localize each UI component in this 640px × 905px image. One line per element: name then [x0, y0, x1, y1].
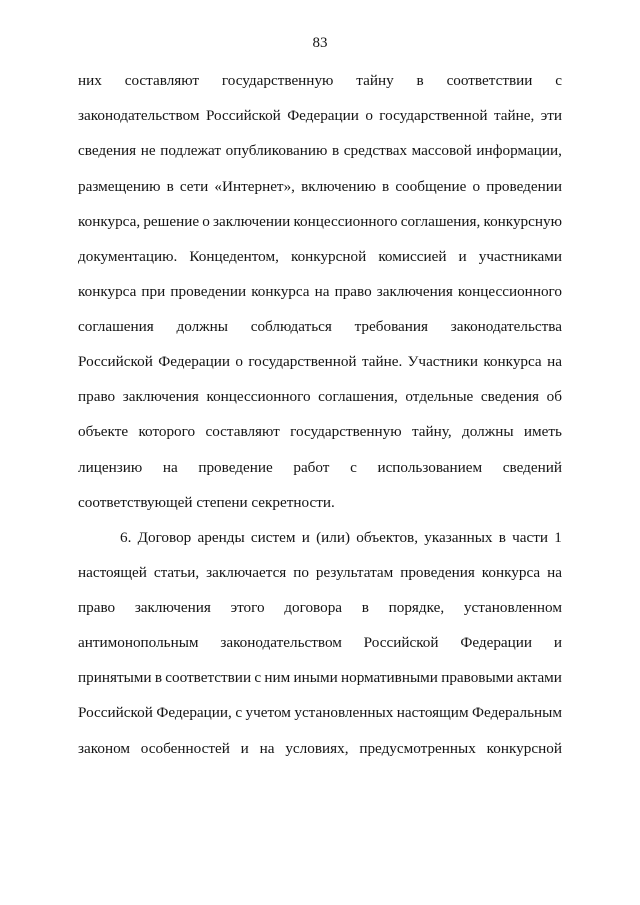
word: Федерации — [460, 634, 533, 651]
word: проведения — [400, 564, 475, 581]
word: иными — [293, 669, 338, 686]
word: которого — [138, 423, 196, 440]
word: договора — [284, 599, 343, 616]
word: в — [382, 178, 390, 195]
word: концессионного — [293, 213, 398, 230]
word: законодательства — [450, 318, 562, 335]
word: ним — [264, 669, 291, 686]
word: них — [78, 72, 102, 89]
word: право — [78, 599, 116, 616]
word: Российской — [78, 353, 153, 370]
word: условиях, — [285, 740, 349, 757]
word: тайне. — [361, 353, 403, 370]
word: конкурса — [481, 564, 541, 581]
word: на — [162, 459, 178, 476]
word: «Интернет», — [214, 178, 295, 195]
word: Российской — [78, 704, 153, 721]
text-line — [78, 669, 562, 687]
word: и — [553, 634, 562, 651]
word: конкурсной — [486, 740, 562, 757]
word: использованием — [377, 459, 483, 476]
word: законом — [78, 740, 130, 757]
word: принятыми — [78, 669, 152, 686]
word: с — [254, 669, 262, 686]
word: Федерации — [158, 353, 230, 370]
text-line — [78, 142, 562, 160]
word: этого — [230, 599, 265, 616]
word: государственную — [290, 423, 402, 440]
word: проведении — [170, 283, 247, 300]
word: по — [293, 564, 309, 581]
word: Договор — [137, 529, 192, 546]
word: правовыми — [441, 669, 514, 686]
word: в — [154, 669, 162, 686]
word: проведении — [486, 178, 562, 195]
word: комиссией — [378, 248, 447, 265]
word: с — [235, 704, 243, 721]
word: право — [334, 283, 372, 300]
word: должны — [176, 318, 229, 335]
word: конкурсной — [290, 248, 367, 265]
text-line — [78, 459, 562, 477]
word: соглашения, — [318, 388, 398, 405]
text-line — [78, 213, 562, 231]
word: сведений — [502, 459, 562, 476]
word: при — [141, 283, 166, 300]
word: конкурса, — [78, 213, 141, 230]
word: соблюдаться — [250, 318, 332, 335]
word: настоящей — [78, 564, 147, 581]
word: заключения — [122, 388, 199, 405]
word: и — [240, 740, 249, 757]
word: документацию. — [78, 248, 178, 265]
word: конкурса — [251, 283, 310, 300]
word: Федеральным — [472, 704, 562, 721]
word: конкурса — [78, 283, 137, 300]
word: соответствующей степени секретности. — [78, 494, 335, 511]
word: о — [235, 353, 243, 370]
word: порядке, — [388, 599, 445, 616]
word: особенностей — [140, 740, 230, 757]
page-number: 83 — [312, 35, 328, 51]
word: настоящим — [396, 704, 469, 721]
word: тайну — [356, 72, 394, 89]
word: Концедентом, — [189, 248, 279, 265]
word: требования — [354, 318, 429, 335]
word: законодательством — [220, 634, 342, 651]
word: информации, — [476, 142, 562, 159]
word: в — [361, 599, 369, 616]
text-line — [78, 599, 562, 617]
word: результатам — [315, 564, 394, 581]
text-line — [78, 353, 562, 371]
word: размещению — [78, 178, 161, 195]
word: соответствии — [446, 72, 533, 89]
word: подлежат — [160, 142, 222, 159]
word: объектов, — [356, 529, 419, 546]
word: сведения — [480, 388, 539, 405]
text-line — [78, 388, 562, 406]
text-line — [78, 564, 562, 582]
word: не — [140, 142, 156, 159]
word: Участники — [407, 353, 478, 370]
text-line — [78, 107, 562, 125]
word: части — [512, 529, 549, 546]
word: решение — [143, 213, 200, 230]
word: законодательством — [78, 107, 200, 124]
word: заключения — [134, 599, 211, 616]
word: составляют — [205, 423, 280, 440]
word: массовой — [411, 142, 472, 159]
text-line — [78, 634, 562, 652]
word: работ — [293, 459, 330, 476]
word: конкурса — [483, 353, 542, 370]
word: Федерации, — [156, 704, 232, 721]
word: эти — [540, 107, 562, 124]
text-line — [78, 529, 562, 547]
text-line — [78, 248, 562, 266]
word: 1 — [554, 529, 562, 546]
text-line — [78, 72, 562, 90]
word: соответствии — [165, 669, 252, 686]
word: государственную — [221, 72, 334, 89]
word: участниками — [478, 248, 562, 265]
word: тайне, — [493, 107, 535, 124]
word: установленном — [463, 599, 562, 616]
text-line — [78, 283, 562, 301]
word: актами — [516, 669, 562, 686]
word: проведение — [198, 459, 273, 476]
word: об — [546, 388, 562, 405]
word: о — [202, 213, 210, 230]
word: заключении — [213, 213, 291, 230]
text-line — [78, 704, 562, 722]
word: с — [350, 459, 357, 476]
word: включению — [301, 178, 376, 195]
word: и — [458, 248, 467, 265]
text-line — [78, 318, 562, 336]
text-line — [78, 494, 562, 512]
word: заключения — [376, 283, 453, 300]
text-line — [78, 178, 562, 196]
word: Федерации — [287, 107, 359, 124]
word: должны — [462, 423, 514, 440]
word: с — [555, 72, 562, 89]
word: сведения — [78, 142, 137, 159]
word: объекте — [78, 423, 129, 440]
word: на — [259, 740, 275, 757]
word: на — [547, 353, 562, 370]
word: составляют — [124, 72, 200, 89]
word: сети — [179, 178, 209, 195]
word: в — [498, 529, 506, 546]
word: соглашения — [78, 318, 154, 335]
word: на — [547, 564, 562, 581]
text-line — [78, 740, 562, 758]
word: соглашения, — [400, 213, 481, 230]
word: конкурсную — [483, 213, 562, 230]
word: Российской — [205, 107, 281, 124]
word: учетом — [245, 704, 291, 721]
word: заключается — [206, 564, 287, 581]
text-line — [78, 423, 562, 441]
word: антимонопольным — [78, 634, 199, 651]
word: в — [416, 72, 424, 89]
word: отдельные — [405, 388, 474, 405]
word: Российской — [363, 634, 439, 651]
word: и — [301, 529, 310, 546]
word: опубликованию — [225, 142, 328, 159]
word: указанных — [424, 529, 493, 546]
word: право — [78, 388, 116, 405]
word: сообщение — [395, 178, 467, 195]
word: о — [365, 107, 373, 124]
word: на — [314, 283, 330, 300]
word: государственной — [379, 107, 488, 124]
word: аренды — [197, 529, 245, 546]
word: в — [331, 142, 340, 159]
word: статьи, — [153, 564, 200, 581]
word: в — [166, 178, 174, 195]
word: установленных — [294, 704, 394, 721]
word: 6. — [120, 529, 132, 546]
word: концессионного — [457, 283, 562, 300]
word: концессионного — [206, 388, 311, 405]
word: государственной — [248, 353, 357, 370]
word: лицензию — [78, 459, 143, 476]
word: средствах — [343, 142, 408, 159]
word: систем — [250, 529, 296, 546]
word: нормативными — [340, 669, 438, 686]
word: тайну, — [411, 423, 452, 440]
word: о — [472, 178, 481, 195]
word: иметь — [523, 423, 562, 440]
word: предусмотренных — [359, 740, 476, 757]
word: (или) — [316, 529, 351, 546]
